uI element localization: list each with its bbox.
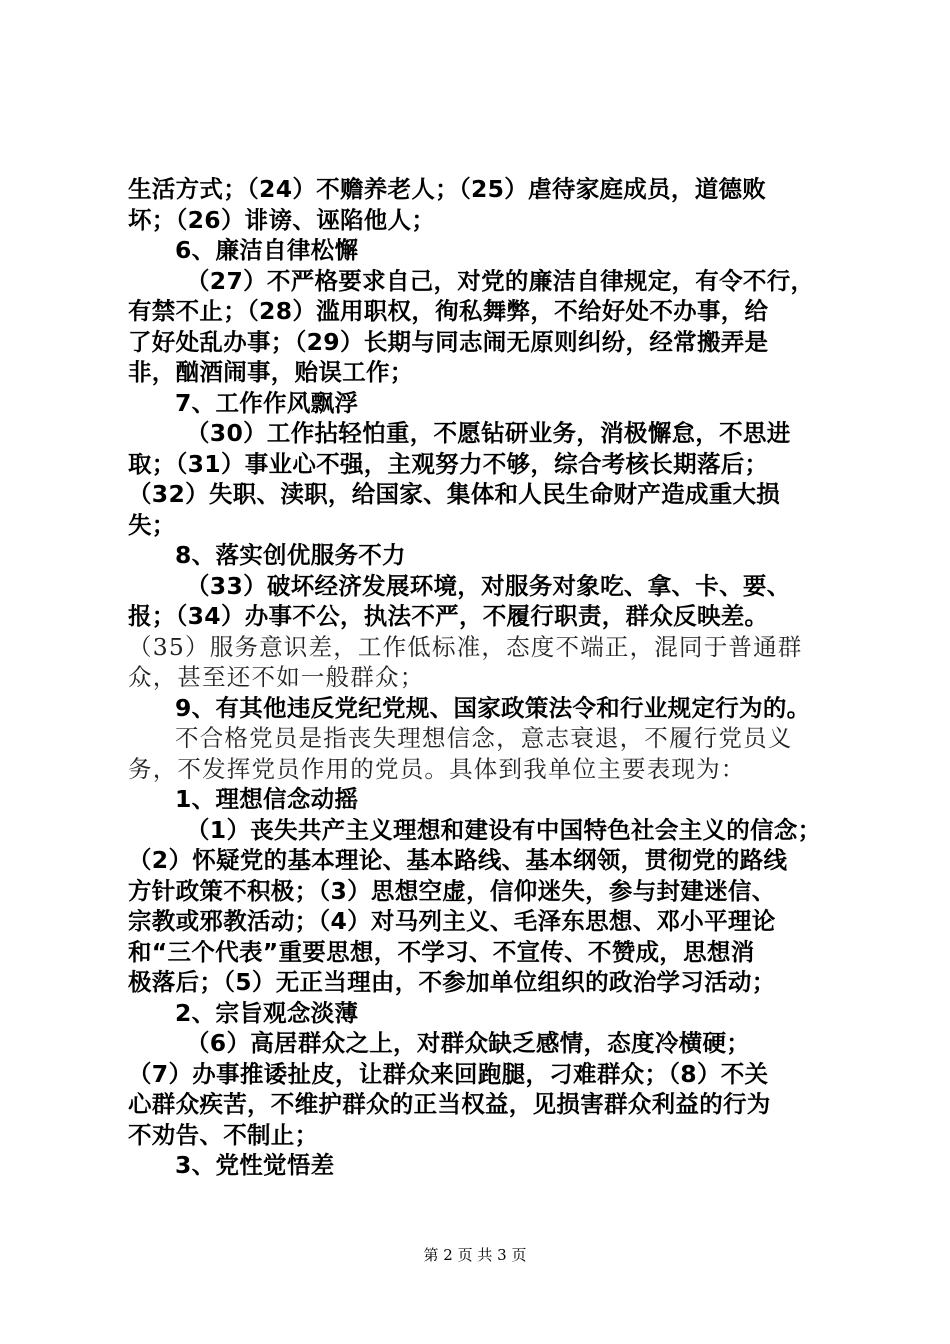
text-line: 非，酗酒闹事，贻误工作； — [128, 358, 414, 386]
text-line: （7）办事推诿扯皮，让群众来回跑腿，刁难群众；（8）不关 — [128, 1059, 769, 1088]
text-line: 极落后；（5）无正当理由，不参加单位组织的政治学习活动； — [128, 968, 776, 996]
text-line: 不劝告、不制止； — [128, 1120, 319, 1149]
text-line: 8、落实创优服务不力 — [175, 541, 406, 569]
page-footer: 第 2 页 共 3 页 — [423, 1246, 527, 1264]
text-line: 有禁不止；（28）滥用职权，徇私舞弊，不给好处不办事，给 — [128, 297, 769, 325]
text-line: 坏；（26）诽谤、诬陷他人； — [128, 205, 436, 234]
text-line: （2）怀疑党的基本理论、基本路线、基本纲领，贯彻党的路线 — [128, 846, 788, 874]
text-line: （35）服务意识差，工作低标准，态度不端正，混同于普通群 — [128, 632, 803, 661]
text-line: （1）丧失共产主义理想和建设有中国特色社会主义的信念； — [186, 815, 822, 844]
text-line: 取；（31）事业心不强，主观努力不够，综合考核长期落后； — [128, 449, 769, 478]
text-line: （27）不严格要求自己，对党的廉洁自律规定，有令不行， — [186, 266, 815, 295]
text-line: 务，不发挥党员作用的党员。具体到我单位主要表现为： — [128, 754, 746, 783]
text-line: （33）破坏经济发展环境，对服务对象吃、拿、卡、要、 — [186, 571, 791, 600]
text-line: 1、理想信念动摇 — [175, 785, 359, 813]
text-line: 生活方式；（24）不赡养老人；（25）虐待家庭成员，道德败 — [128, 175, 767, 203]
text-line: 不合格党员是指丧失理想信念，意志衰退，不履行党员义 — [175, 724, 793, 752]
text-line: 6、廉洁自律松懈 — [175, 236, 359, 264]
text-line: 了好处乱办事；（29）长期与同志闹无原则纠纷，经常搬弄是 — [128, 327, 769, 356]
text-line: 9、有其他违反党纪党规、国家政策法令和行业规定行为的。 — [175, 693, 811, 722]
text-line: 7、工作作风飘浮 — [175, 388, 359, 417]
text-line: 方针政策不积极；（3）思想空虚，信仰迷失，参与封建迷信、 — [128, 876, 776, 905]
text-line: （6）高居群众之上，对群众缺乏感情，态度冷横硬； — [186, 1029, 751, 1057]
text-line: 和“三个代表”重要思想，不学习、不宣传、不赞成，思想消 — [128, 937, 755, 966]
text-line: 2、宗旨观念淡薄 — [175, 998, 359, 1027]
text-line: 失； — [128, 510, 176, 539]
text-line: （30）工作拈轻怕重，不愿钻研业务，消极懈怠，不思进 — [186, 419, 791, 447]
text-line: 心群众疾苦，不维护群众的正当权益，见损害群众利益的行为 — [128, 1090, 771, 1118]
document-body — [128, 174, 834, 1181]
text-line: 宗教或邪教活动；（4）对马列主义、毛泽东思想、邓小平理论 — [128, 907, 776, 935]
text-line: （32）失职、渎职，给国家、集体和人民生命财产造成重大损 — [128, 480, 781, 508]
text-line: 3、党性觉悟差 — [175, 1151, 335, 1179]
text-line: 众，甚至还不如一般群众； — [128, 663, 425, 691]
text-line: 报；（34）办事不公，执法不严，不履行职责，群众反映差。 — [128, 602, 769, 630]
